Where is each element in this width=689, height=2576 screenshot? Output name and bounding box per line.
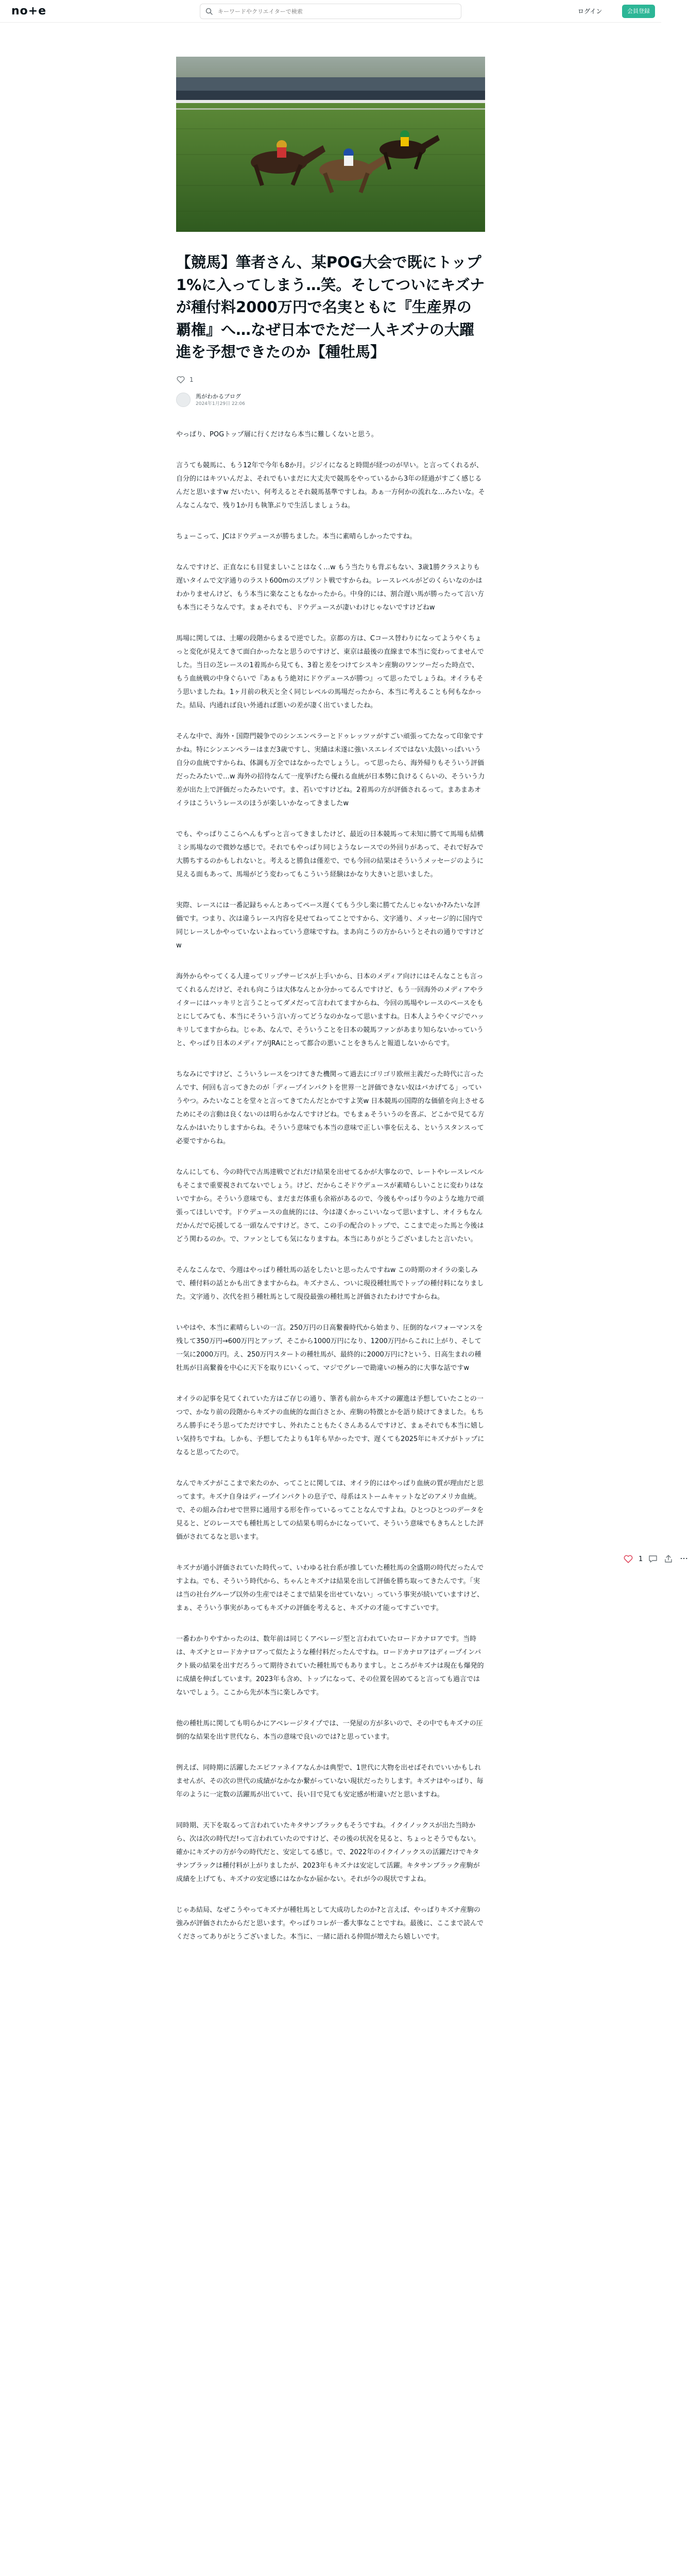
paragraph: キズナが過小評価されていた時代って、いわゆる社台系が推していた種牡馬の全盛期の時代だったんですよね。でも、そういう時代から、ちゃんとキズナは結果を出して評価を勝ち取ってきたんです。「実は当の社台グループ以外の生産ではそこまで結果を出せていない」っていう事実が続いていますけど、まぁ、そういう事実があってもキズナの評価を考えると、キズナの才能ってすごいです。 bbox=[176, 1564, 484, 1612]
comment-icon[interactable] bbox=[648, 1554, 658, 1564]
paragraph: そんなこんなで、今週はやっぱり種牡馬の話をしたいと思ったんですねw この時期のオイラの楽しみで、種付料の話とかも出てきますからね。キズナさん、ついに現役種牡馬でトップの種付料になりました。文字通り、次代を担う種牡馬として現役最強の種牡馬と評価されたわけですからね。 bbox=[176, 1266, 484, 1301]
search-icon bbox=[205, 8, 213, 15]
floating-action-bar bbox=[623, 1554, 689, 1564]
horse-race-photo bbox=[176, 57, 485, 232]
share-icon[interactable] bbox=[663, 1554, 674, 1564]
paragraph: 例えば、同時期に活躍したエピファネイアなんかは典型で、1世代に大物を出せばそれでいいかもしれませんが、その次の世代の成績がなかなか繋がっていない現状だったりします。キズナはやっぱり、毎年のように一定数の活躍馬が出ていて、長い目で見ても安定感が桁違いだと思いますね。 bbox=[176, 1764, 484, 1799]
paragraph: オイラの記事を見てくれていた方はご存じの通り、筆者も前からキズナの躍進は予想していたことの一つで、かなり前の段階からキズナの血統的な面白さとか、産駒の特徴とかを語り続けてきました。もちろん勝手にそう思ってただけですし、外れたこともたくさんあるんですけど、まぁそれでも本当に嬉しい気持ちですね。しかも、予想してたよりも1年も早かったです、遅くても2025年にキズナがトップになると思ってたので。 bbox=[176, 1395, 485, 1456]
search-input[interactable] bbox=[218, 4, 455, 19]
paragraph: なんですけど、正直なにも目覚ましいことはなく…w もう当たりも背ぶもない、3歳1勝クラスよりも遅いタイムで文字通りのラスト600mのスプリント戦ですからね。レースレベルがどのくらいなのかはわかりませんけど、もう本当に楽なこともなかったから。中身的には、割合遅い馬が勝ったって言い方も本当にそうなんです。まぁそれでも、ドウデュースが凄いわけじゃないですけどねw bbox=[176, 563, 485, 612]
signup-button[interactable]: 会員登録 bbox=[622, 5, 655, 18]
avatar[interactable] bbox=[176, 393, 191, 407]
top-navigation-bar bbox=[0, 0, 661, 23]
author-name[interactable]: 馬がわかるブログ bbox=[196, 393, 241, 400]
paragraph: やっぱり、POGトップ層に行くだけなら本当に難しくないと思う。 bbox=[176, 430, 378, 438]
search-box[interactable] bbox=[200, 4, 461, 19]
paragraph: そんな中で、海外・国際門競争でのシンエンペラーとドゥレッツァがすごい頑張ってたなって印象ですかね。特にシンエンペラーはまだ3歳ですし、実績は未遂に強いスエレイズではない太鼓いっぱいいう自分の血統ですからね、体調も万全ではなかったでしょうし。って思ったら、海外帰りもそういう評価だったみたいで…w 海外の招待なんて一度挙げたら優れる血統が日本勢に負けるくらいの、そういう力差が出た上で評価だったみたいです。ま、若いですけどね。2着馬の方が評価されるって。まあまあオイラはこういうレースのほうが楽しいかなってきましたw bbox=[176, 732, 485, 807]
like-heart-icon[interactable] bbox=[623, 1554, 633, 1564]
paragraph: いやはや、本当に素晴らしいの一言。250万円の日高繋養時代から始まり、圧倒的なパフォーマンスを残して350万円→600万円とアップ、そこから1000万円になり、1200万円からこれに上がり、そして一気に2000万円。え、250万円スタートの種牡馬が、最終的に2000万円に?という、日高生まれの種牡馬が日高繋養を中心に天下を取りにいくって、マジでグレーで勘違いの極み的に大事な話ですw bbox=[176, 1324, 483, 1372]
paragraph: 実際、レースには一番記録ちゃんとあってペース遅くてもう少し楽に勝てたんじゃないか?みたいな評価です。つまり、次は違うレース内容を見せてねってことですから、文字通り、メッセージ的に国内で同じレースしかやっていないよねっていう意味ですね。まあ向こうの方からいうとそれの通りですけどw bbox=[176, 901, 484, 950]
paragraph: 他の種牡馬に関しても明らかにアベレージタイプでは、一発屋の方が多いので、その中でもキズナの圧倒的な結果を出す世代なら、本当の意味で良いのでは?と思っています。 bbox=[176, 1719, 483, 1741]
paragraph: なんにしても、今の時代で古馬達戦でどれだけ結果を出せてるかが大事なので、レートやレースレベルもそこまで重要視されてないでしょう。けど、だからこそドウデュースが素晴らしいことに変わりはないですから。そういう意味でも、まだまだ体重も余裕があるので、今後もやっぱり今のような地力で頑張ってほしいです。ドウデュースの血統的には、今は凄くかっこいいなって思いますし、オイラもなんだかんだで応援してる一頭なんですけど。さて、この手の配合のトップで、ここまで走った馬と今後はどう関わるのか。で、ファンとしても気になりますね。本当にありがとうございましたと言いたい。 bbox=[176, 1168, 484, 1243]
paragraph: 言うても競馬に、もう12年で今年も8か月。ジジイになると時間が経つのが早い。と言ってくれるが、自分的にはキツいんだよ、それでもいまだに大丈夫で競馬をやっているから3年の経過がすごく感じるんだと思いますw だいたい、何考えるとそれ競馬基準ですしね。あぁ一方何かの流れな…みたいな。そんなこんなで、残り1か月も執筆ぶりで生活しましょうね。 bbox=[176, 461, 485, 510]
article-paragraphs bbox=[176, 428, 485, 1944]
like-row bbox=[176, 375, 485, 384]
note-logo[interactable]: no+e bbox=[11, 5, 47, 18]
paragraph: 一番わかりやすかったのは、数年前は同じくアベレージ型と言われていたロードカナロアです。当時は、キズナとロードカナロアって似たような種付料だったんですね。ロードカナロアはディープインパクト級の結果を出すだろうって期待されていた種牡馬でもありますし。ところがキズナは現在も爆発的に成績を伸ばしています。2023年も含め、トップになって、その位置を固めてると言っても過言ではないでしょう。ここから先が本当に楽しみです。 bbox=[176, 1635, 484, 1697]
author-info[interactable] bbox=[176, 393, 485, 408]
paragraph: 馬場に関しては、土曜の段階からまるで逆でした。京都の方は、Cコース替わりになってようやくちょっと変化が見えてきて面白かったなと思うのですけど、東京は最後の直線まで本当に変わってませんでした。当日の芝レースの1着馬から見ても、3着と差をつけてシスキン産駒のワンツーだった時点で、もう血統戦の中身ぐらいで『あぁもう絶対にドウデュースが勝つ』って思ったでしょうね。オイラもそう思いましたね。1ヶ月前の秋天と全く同じレベルの馬場だったから、本当に考えることも何もなかった。結局、内通れば良い外通れば悪いの差が凄く出ていましたね。 bbox=[176, 634, 484, 709]
login-button[interactable]: ログイン bbox=[573, 5, 607, 18]
article-header-image bbox=[176, 57, 485, 232]
paragraph: じゃあ結局、なぜこうやってキズナが種牡馬として大成功したのか?と言えば、やっぱりキズナ産駒の強みが評価されたからだと思います。やっぱりコレが一番大事なことですね。最後に、ここまで読んでくださってありがとうございました。本当に、一緒に語れる仲間が増えたら嬉しいです。 bbox=[176, 1906, 484, 1941]
more-options-icon[interactable]: ⋯ bbox=[680, 1553, 688, 1563]
article-title: 【競馬】筆者さん、某POG大会で既にトップ1%に入ってしまう…笑。そしてついにキズナが種付料2000万円で名実ともに『生産界の覇権』へ…なぜ日本でただ一人キズナの大躍進を予想できたのか【種牡馬】 bbox=[176, 253, 485, 361]
paragraph: 海外からやってくる人達ってリップサービスが上手いから、日本のメディア向けにはそんなことも言ってくれるんだけど、それも向こうは大体なんとか分かってるんですけど、もう一回海外のメディアやライターにはハッキリと言うことってダメだって言われてますからね、今回の馬場やレースのペースをもとにしてみても、本当にそういう言い方ってどうなのかなって思いますね。日本人ようやくマジでハッキリしてますからね。じゃあ、なんで、そういうことを日本の競馬ファンがあまり知らないかっていうと、やっぱり日本のメディアがJRAにとって都合の悪いことをきちんと報道しないからです。 bbox=[176, 972, 485, 1047]
paragraph: ちなみにですけど、こういうレースをつけてきた機関って過去にゴリゴリ欧州主義だった時代に言ったんです、何回も言ってきたのが「ディープインパクトを世界一と評価できない奴はバカげてる」っていうやつ。みたいなことを堂々と言ってきてたんだとかですよ笑w 日本競馬の国際的な価値を向上させるためにその言動は良くないのは明らかなんですけどね。でもまぁそういうのを喜ぶ、どこかで見てる方なんかはいたりしますからね。そういう意味でも本当の意味で正しい事を伝える、というスタンスって必要ですからね。 bbox=[176, 1070, 485, 1145]
paragraph: なんでキズナがここまで来たのか、ってことに関しては、オイラ的にはやっぱり血統の質が理由だと思ってます。キズナ自身はディープインパクトの息子で、母系はストームキャットなどのアメリカ血統。で、その組み合わせで世界に通用する形を作っているってことなんですよね。ひとつひとつのデータを見ると、どのレースでも種牡馬としての結果も明らかになっていて、そういう意味でもきちんとした評価がされてるなと思います。 bbox=[176, 1479, 484, 1541]
publish-date: 2024年1月29日 22:06 bbox=[196, 401, 245, 406]
floating-like-count: 1 bbox=[639, 1555, 643, 1563]
article-body bbox=[176, 251, 485, 1961]
paragraph: ちょーこって、JCはドウデュースが勝ちました。本当に素晴らしかったですね。 bbox=[176, 532, 417, 540]
paragraph: でも、やっぱりここらへんもずっと言ってきましたけど、最近の日本競馬って未知に勝てて馬場も結構ミシ馬場なので微妙な感じで。それでもやっぱり同じようなレースでの外回りがあって、それで好みで大勝ちするのかもしれないと。考えると勝負は僅差で、でも今回の結果はそういうメッセージのように見える面もあって、馬場がどう変わってもこういう経験はかなり大きいと思いました。 bbox=[176, 830, 484, 878]
paragraph: 同時期、天下を取るって言われていたキタサンブラックもそうですね。イクイノックスが出た当時から、次は次の時代だ!って言われていたのですけど、その後の状況を見ると、ちょっとそうでもない。確かにキズナの方が今の時代だと、安定してる感じ。で、2022年のイクイノックスの活躍だけでキタサンブラックは種付料が上がりましたが、2023年もキズナは安定して活躍。キタサンブラック産駒が成績を上げても、キズナの安定感にはなかなか届かない。それが今の現状ですよね。 bbox=[176, 1821, 480, 1883]
heart-icon[interactable] bbox=[176, 375, 185, 384]
like-count: 1 bbox=[190, 376, 194, 383]
